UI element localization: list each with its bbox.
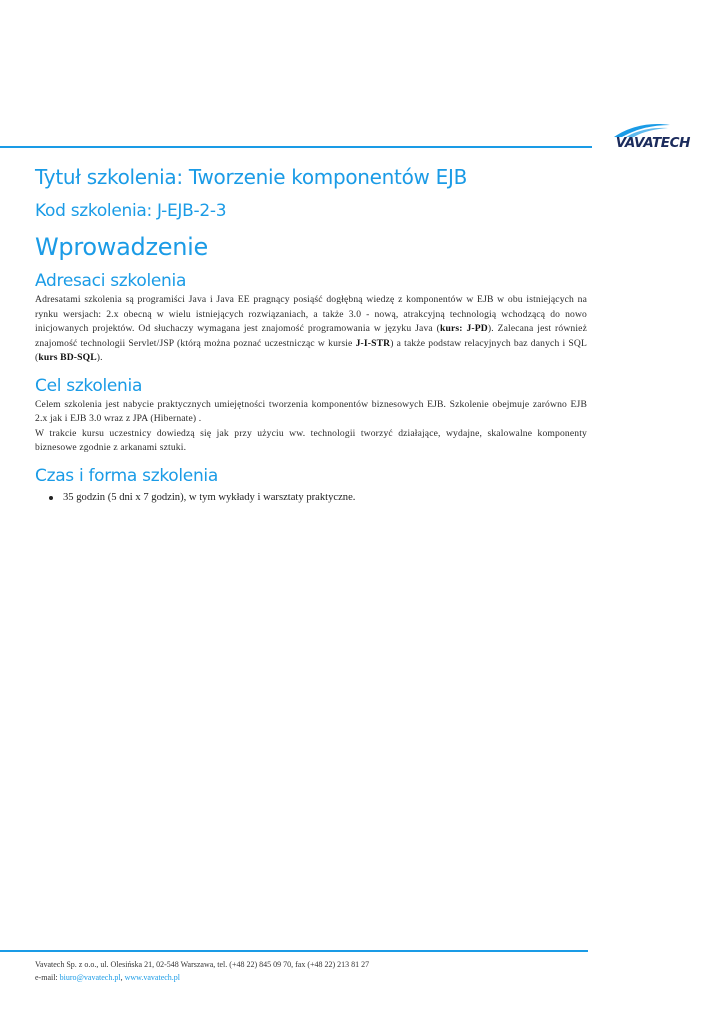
website-link[interactable]: www.vavatech.pl — [124, 973, 181, 982]
audience-heading: Adresaci szkolenia — [35, 271, 187, 291]
course-code: Kod szkolenia: J-EJB-2-3 — [35, 201, 227, 221]
course-ref-jpd: kurs: J-PD — [440, 323, 488, 334]
bullet-icon — [49, 496, 53, 500]
duration-heading: Czas i forma szkolenia — [35, 465, 218, 486]
document-content — [35, 163, 587, 505]
email-link[interactable]: biuro@vavatech.pl — [59, 973, 121, 982]
goal-paragraph-2: W trakcie kursu uczestnicy dowiedzą się jak przy użyciu ww. technologii tworzyć działające, wydajne, skalowalne komponenty biznesowe zgodnie z arkanami sztuki. — [35, 427, 587, 453]
intro-heading: Wprowadzenie — [35, 233, 208, 261]
course-title: Tytuł szkolenia: Tworzenie komponentów EJB — [35, 165, 468, 189]
duration-list — [35, 490, 587, 505]
footer-rule — [0, 950, 588, 952]
footer — [35, 958, 595, 984]
footer-address: Vavatech Sp. z o.o., ul. Olesińska 21, 02-548 Warszawa, tel. (+48 22) 845 09 70, fax (+48 22) 213 81 27 — [35, 960, 370, 969]
header-rule — [0, 146, 592, 148]
course-ref-jistr: J-I-STR — [355, 337, 391, 349]
goal-heading: Cel szkolenia — [35, 375, 143, 396]
course-ref-bdsql: kurs BD-SQL — [38, 352, 97, 363]
audience-paragraph: Adresatami szkolenia są programiści Java i Java EE pragnący posiąść dogłębną wiedzę z komponentów w EJB w obu istniejących na rynku wersjach: 2.x obecną w wielu istniejących rozwiązaniach, a także 3.0 - nową, atrakcyjną technologią wchodzącą do nowo inicjowanych projektów. Od słuchaczy wymagana jest znajomość programowania w języku Java (kurs: J-PD). Zalecana jest również znajomość technologii Servlet/JSP (którą można poznać uczestnicząc w kursie J-I-STR) a także podstaw relacyjnych baz danych i SQL (kurs BD-SQL). — [35, 294, 587, 363]
list-item: 35 godzin (5 dni x 7 godzin), w tym wykłady i warsztaty praktyczne. — [49, 490, 587, 505]
vavatech-logo — [598, 122, 690, 152]
goal-paragraph-1: Celem szkolenia jest nabycie praktycznych umiejętności tworzenia komponentów biznesowych EJB. Szkolenie obejmuje zarówno EJB 2.x jak i EJB 3.0 wraz z JPA (Hibernate) . — [35, 398, 587, 424]
footer-contact: e-mail: biuro@vavatech.pl, www.vavatech.pl — [35, 973, 181, 982]
logo-text: VAVATECH — [615, 135, 690, 151]
